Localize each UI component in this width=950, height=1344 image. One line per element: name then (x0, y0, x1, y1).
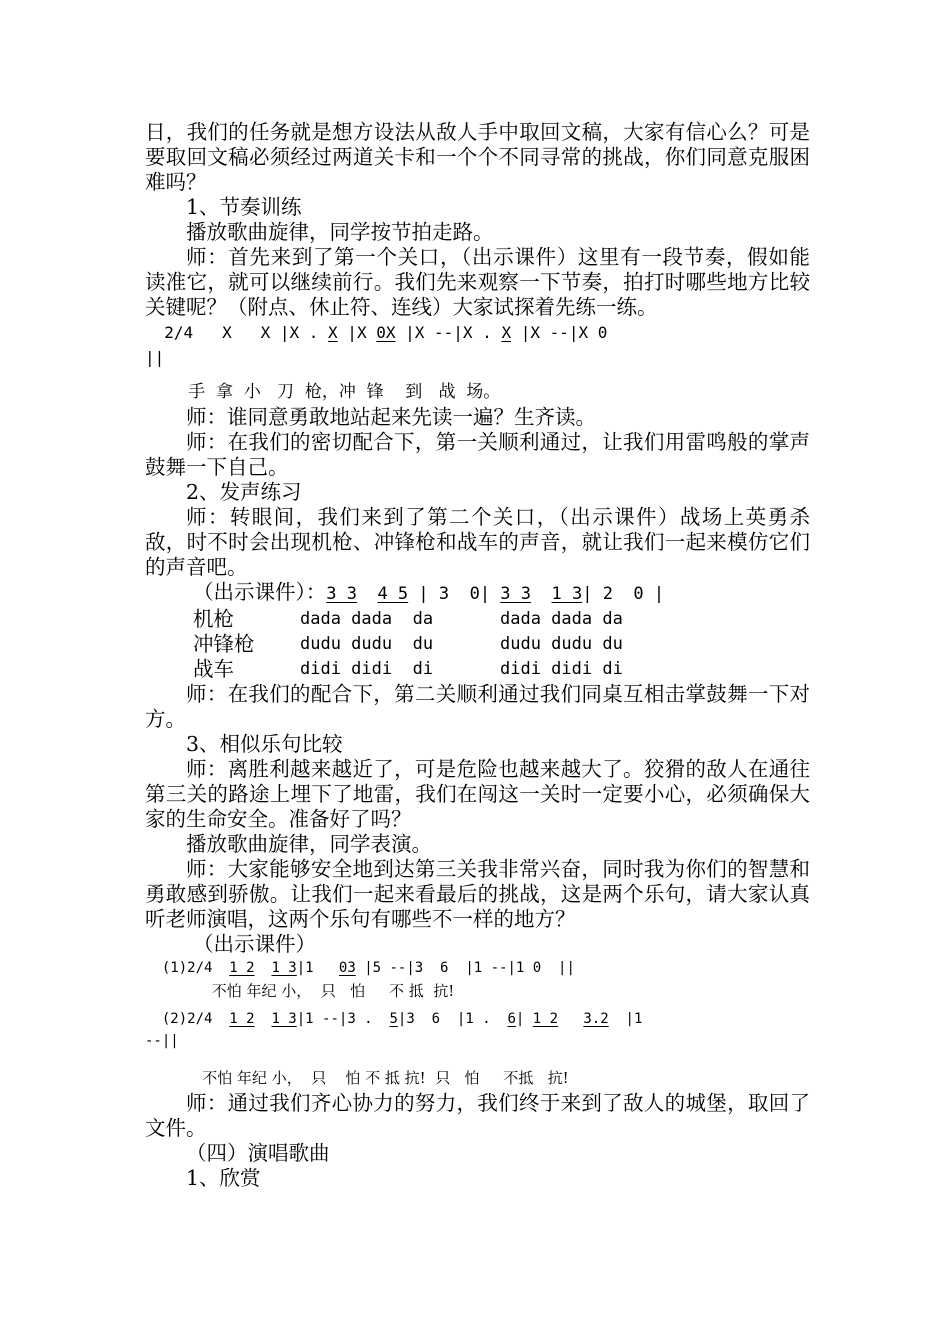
heading-phrase-compare: 3、相似乐句比较 (186, 732, 343, 756)
phrase-2-wrap: --|| (145, 1033, 179, 1049)
paragraph-first-pass: 师：在我们的密切配合下，第一关顺利通过，让我们用雷鸣般的掌声鼓舞一下自己。 (145, 430, 810, 479)
document-page (145, 120, 810, 1191)
paragraph-who-reads: 师：谁同意勇敢地站起来先读一遍？生齐读。 (186, 405, 596, 429)
phrase-2-lyrics: 不怕 年纪 小， 只 怕 不 抵 抗! 只 怕 不抵 抗! (145, 1069, 569, 1087)
paragraph-play-melody: 播放歌曲旋律，同学按节拍走路。 (186, 220, 494, 244)
vocal-notation: （出示课件）：3 3 4 5 | 3 0| 3 3 1 3| 2 0 | (193, 580, 665, 604)
paragraph-second-gate: 师：转眼间，我们来到了第二个关口，（出示课件）战场上英勇杀敌，时不时会出现机枪、冲锋枪和战车的声音，就让我们一起来模仿它们的声音吧。 (145, 505, 810, 579)
paragraph-intro: 日，我们的任务就是想方设法从敌人手中取回文稿，大家有信心么？可是要取回文稿必须经过两道关卡和一个个不同寻常的挑战，你们同意克服困难吗？ (145, 120, 810, 194)
phrase-2-notation: (2)2/4 1 2 1 3|1 --|3 . 5|3 6 |1 . 6| 1 2 3.2 |1 (145, 1011, 643, 1027)
paragraph-third-gate: 师：离胜利越来越近了，可是危险也越来越大了。狡猾的敌人在通往第三关的路途上埋下了地雷，我们在闯这一关时一定要小心，必须确保大家的生命安全。准备好了吗？ (145, 757, 810, 831)
heading-sing-song: （四）演唱歌曲 (186, 1141, 330, 1165)
rhythm-notation: 2/4 X X |X . X |X 0X |X --|X . X |X --|X 0 (145, 323, 608, 342)
vocal-row-submachine-gun: 冲锋枪 dudu dudu du dudu dudu du (193, 632, 623, 656)
vocal-row-machine-gun: 机枪 dada dada da dada dada da (193, 607, 623, 631)
heading-vocal-practice: 2、发声练习 (186, 480, 302, 504)
rhythm-end-bar: || (145, 348, 165, 367)
phrase-1-notation: (1)2/4 1 2 1 3|1 03 |5 --|3 6 |1 --|1 0 || (145, 960, 575, 976)
phrase-1-lyrics: 不怕 年纪 小， 只 怕 不 抵 抗! (145, 982, 455, 1000)
vocal-row-tank: 战车 didi didi di didi didi di (193, 657, 623, 681)
show-courseware-label: （出示课件） (193, 932, 316, 956)
paragraph-perform: 播放歌曲旋律，同学表演。 (186, 832, 432, 856)
paragraph-final-challenge: 师：大家能够安全地到达第三关我非常兴奋，同时我为你们的智慧和勇敢感到骄傲。让我们一起来看最后的挑战，这是两个乐句，请大家认真听老师演唱，这两个乐句有哪些不一样的地方？ (145, 857, 810, 931)
paragraph-first-gate: 师：首先来到了第一个关口，（出示课件）这里有一段节奏，假如能读准它，就可以继续前行。我们先来观察一下节奏，拍打时哪些地方比较关键呢？（附点、休止符、连线）大家试探着先练一练。 (145, 245, 810, 319)
heading-rhythm-training: 1、节奏训练 (186, 195, 302, 219)
rhythm-lyrics: 手 拿 小 刀 枪，冲 锋 到 战 场。 (145, 382, 501, 402)
paragraph-retrieved: 师：通过我们齐心协力的努力，我们终于来到了敌人的城堡，取回了文件。 (145, 1091, 810, 1140)
heading-appreciate: 1、欣赏 (186, 1166, 261, 1190)
paragraph-second-pass: 师：在我们的配合下，第二关顺利通过我们同桌互相击掌鼓舞一下对方。 (145, 682, 810, 731)
